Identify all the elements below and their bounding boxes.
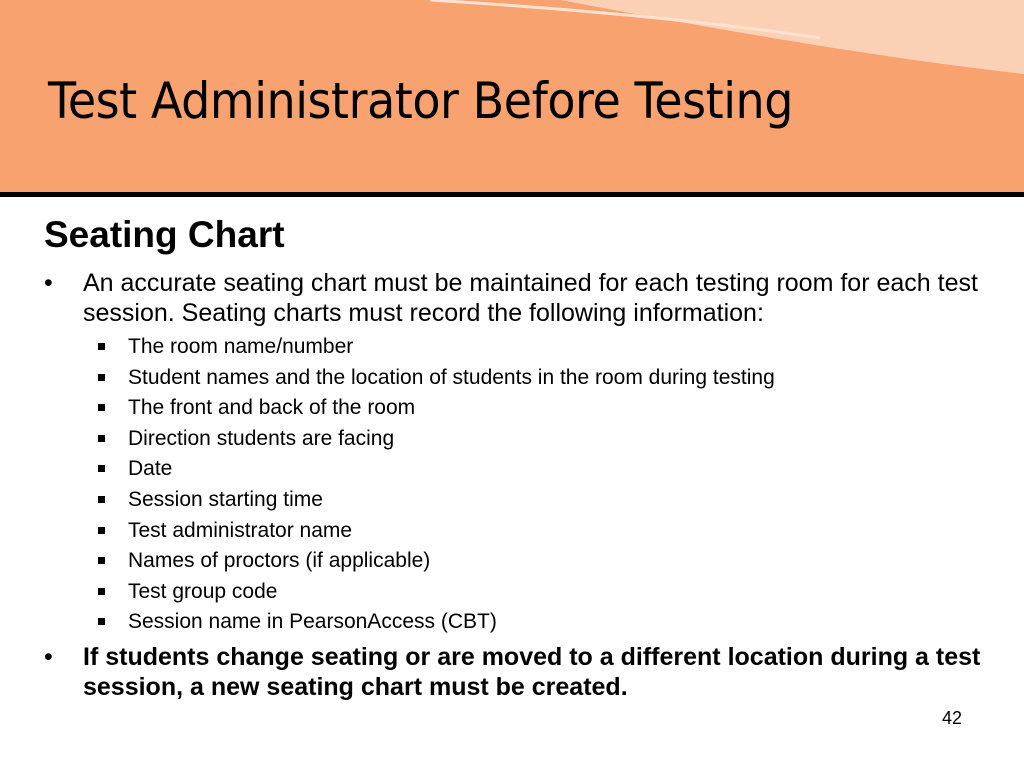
- square-bullet-icon: [98, 454, 128, 485]
- list-item-text: Test group code: [128, 579, 278, 603]
- section-heading: Seating Chart: [44, 214, 285, 255]
- list-item-text: Test administrator name: [128, 518, 353, 542]
- list-item-text: Date: [128, 457, 173, 481]
- square-bullet-icon: [98, 577, 128, 608]
- list-item: [98, 363, 1004, 394]
- list-item-text: Session starting time: [128, 487, 323, 511]
- bullet-text-bold: If students change seating or are moved to a different location during a test session, a new seating chart must be created.: [83, 643, 981, 701]
- list-item: [98, 332, 1004, 363]
- square-bullet-icon: [98, 363, 128, 394]
- required-info-list: [44, 332, 1004, 638]
- bullet-seating-chart: [44, 268, 1004, 638]
- square-bullet-icon: [98, 332, 128, 363]
- list-item: [98, 393, 1004, 424]
- list-item: [98, 607, 1004, 638]
- list-item-text: Direction students are facing: [128, 426, 395, 450]
- list-item-text: Names of proctors (if applicable): [128, 549, 431, 573]
- square-bullet-icon: [98, 546, 128, 577]
- list-item-text: The front and back of the room: [128, 396, 416, 420]
- square-bullet-icon: [98, 607, 128, 638]
- bullet-new-chart-note: [44, 642, 1004, 702]
- square-bullet-icon: [98, 393, 128, 424]
- slide-title: Test Administrator Before Testing: [48, 72, 793, 130]
- bullet-marker: •: [44, 643, 53, 671]
- square-bullet-icon: [98, 485, 128, 516]
- bullet-text: An accurate seating chart must be maintained for each testing room for each test session. Seating charts must record the following information:: [83, 269, 978, 327]
- list-item: [98, 424, 1004, 455]
- page-number: 42: [941, 708, 962, 728]
- square-bullet-icon: [98, 516, 128, 547]
- header-banner: [0, 0, 1024, 192]
- list-item-text: Student names and the location of students in the room during testing: [128, 365, 775, 389]
- list-item: [98, 516, 1004, 547]
- list-item: [98, 577, 1004, 608]
- list-item: [98, 546, 1004, 577]
- list-item-text: The room name/number: [128, 335, 354, 358]
- list-item: [98, 454, 1004, 485]
- bullet-marker: •: [44, 269, 53, 297]
- square-bullet-icon: [98, 424, 128, 455]
- header-divider: [0, 192, 1024, 197]
- list-item: [98, 485, 1004, 516]
- list-item-text: Session name in PearsonAccess (CBT): [128, 610, 497, 634]
